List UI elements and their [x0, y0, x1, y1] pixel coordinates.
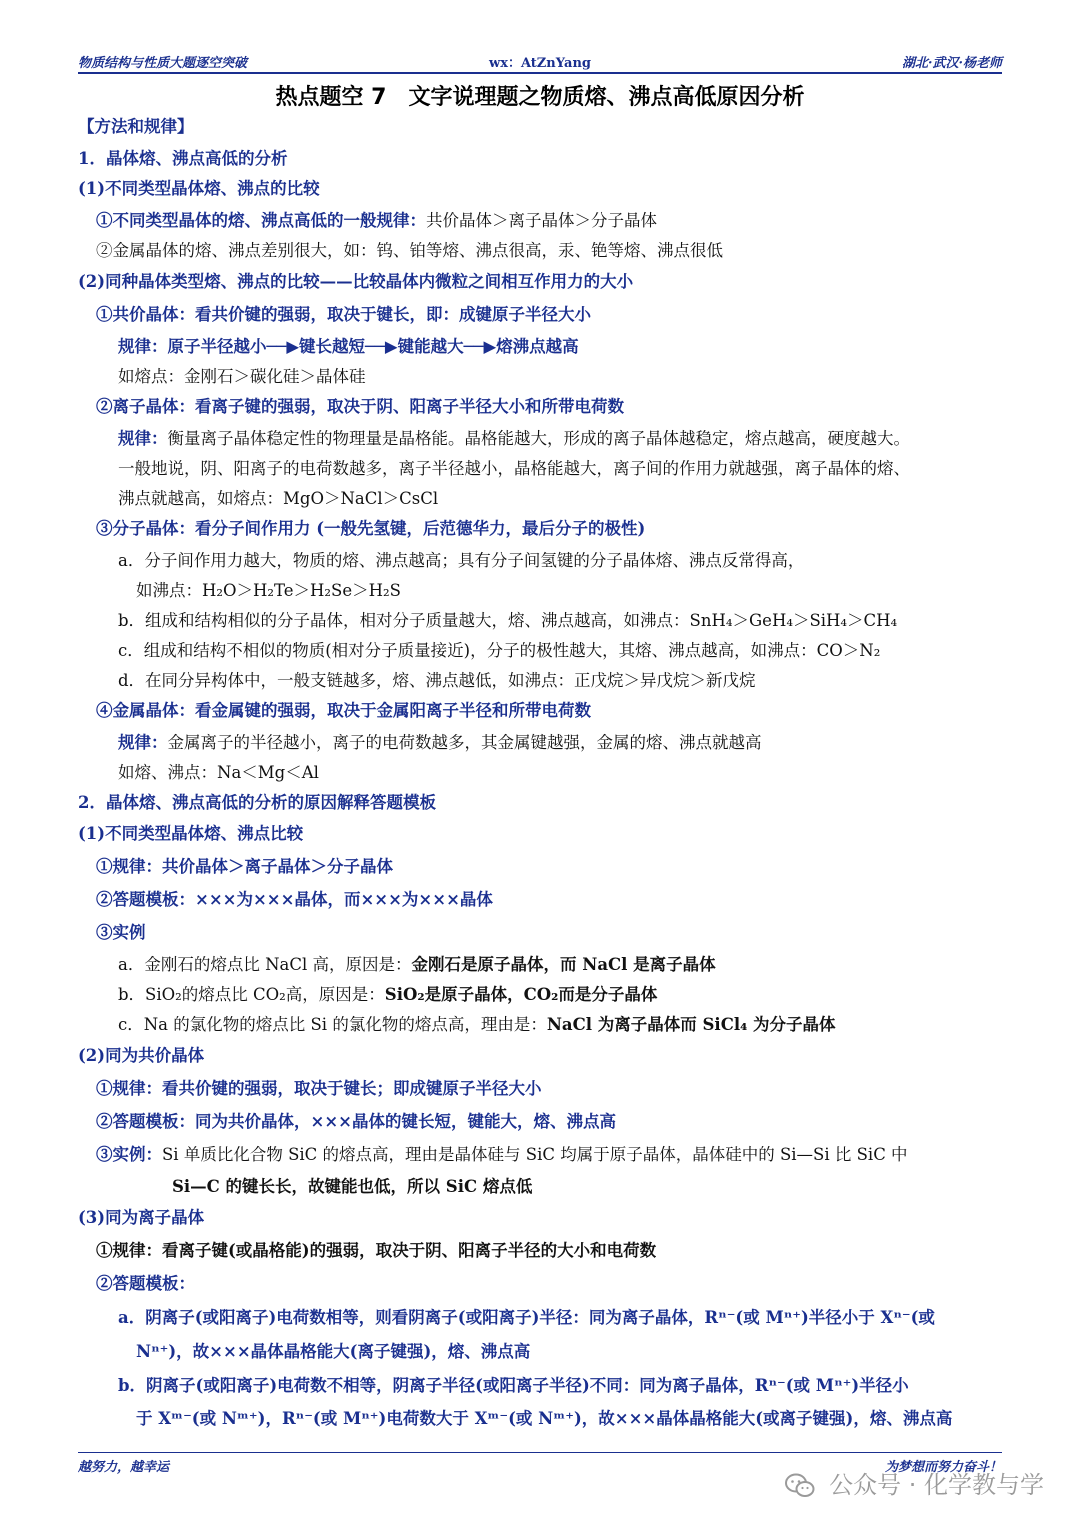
- text-line-main: (3)同为离子晶体: [78, 1208, 205, 1227]
- text-line-main: Si—C 的键长长，故键能也低，所以 SiC 熔点低: [172, 1177, 533, 1196]
- text-line-rest: 衡量离子晶体稳定性的物理量是晶格能。晶格能越大，形成的离子晶体越稳定，熔点越高，硬度越大。: [167, 429, 910, 448]
- text-line: [118, 1375, 909, 1397]
- text-line-main: c．Na 的氯化物的熔点比 Si 的氯化物的熔点高，理由是：: [118, 1015, 547, 1034]
- text-line-main: ①不同类型晶体的熔、沸点高低的一般规律：: [96, 211, 426, 230]
- text-line: [96, 889, 493, 911]
- text-line: [96, 396, 624, 418]
- text-line-main: b．阴离子(或阳离子)电荷数不相等，阴离子半径(或阳离子半径)不同：同为离子晶体，Rⁿ⁻(或 Mⁿ⁺)半径小: [118, 1376, 909, 1395]
- text-line-main: (2)同种晶体类型熔、沸点的比较——比较晶体内微粒之间相互作用力的大小: [78, 272, 634, 291]
- text-line: [96, 1144, 908, 1166]
- text-line-main: 【方法和规律】: [78, 117, 194, 136]
- text-line: [118, 458, 910, 480]
- text-line: [78, 271, 633, 293]
- text-line-main: ④金属晶体：看金属键的强弱，取决于金属阳离子半径和所带电荷数: [96, 701, 591, 720]
- wechat-icon: [785, 1473, 815, 1499]
- text-line-rest: 金刚石是原子晶体，而 NaCl 是离子晶体: [411, 955, 716, 974]
- header-divider: [78, 72, 1002, 74]
- text-line: [136, 1341, 530, 1363]
- text-line-main: 一般地说，阴、阳离子的电荷数越多，离子半径越小，晶格能越大，离子间的作用力就越强，离子晶体的熔、: [118, 459, 910, 478]
- text-line-main: 规律：原子半径越小──▶键长越短──▶键能越大──▶熔沸点越高: [118, 337, 579, 356]
- text-line: [118, 732, 762, 754]
- text-line-main: 2．晶体熔、沸点高低的分析的原因解释答题模板: [78, 793, 436, 812]
- text-line-rest: SiO₂是原子晶体，CO₂而是分子晶体: [384, 985, 658, 1004]
- text-line-rest: 共价晶体＞离子晶体＞分子晶体: [426, 211, 657, 230]
- header-left: 物质结构与性质大题逐空突破: [78, 56, 248, 71]
- text-line-main: c．组成和结构不相似的物质(相对分子质量接近)，分子的极性越大，其熔、沸点越高，如沸点：CO＞N₂: [118, 641, 881, 660]
- text-line: [118, 488, 438, 510]
- text-line: [118, 954, 716, 976]
- text-line-main: ③实例：: [96, 1145, 162, 1164]
- text-line: [118, 366, 366, 388]
- watermark: [785, 1465, 1044, 1500]
- text-line: [96, 1240, 656, 1262]
- text-line-main: Nⁿ⁺)，故×××晶体晶格能大(离子键强)，熔、沸点高: [136, 1342, 531, 1361]
- text-line: [96, 210, 657, 232]
- text-line: [78, 1045, 204, 1067]
- text-line: [78, 148, 287, 170]
- text-line-main: ①规律：看共价键的强弱，取决于键长；即成键原子半径大小: [96, 1079, 542, 1098]
- text-line-main: b．组成和结构相似的分子晶体，相对分子质量越大，熔、沸点越高，如沸点：SnH₄＞GeH₄＞SiH₄＞CH₄: [118, 611, 898, 630]
- text-line: [96, 518, 645, 540]
- text-line-main: 1．晶体熔、沸点高低的分析: [78, 149, 288, 168]
- text-line: [118, 1014, 836, 1036]
- text-line-rest: Si 单质比化合物 SiC 的熔点高，理由是晶体硅与 SiC 均属于原子晶体，晶体硅中的 Si—Si 比 SiC 中: [162, 1145, 908, 1164]
- text-line: [78, 116, 194, 138]
- text-line: [78, 792, 436, 814]
- text-line: [78, 178, 320, 200]
- text-line-main: 如熔点：金刚石＞碳化硅＞晶体硅: [118, 367, 366, 386]
- text-line-main: 于 Xᵐ⁻(或 Nᵐ⁺)，Rⁿ⁻(或 Mⁿ⁺)电荷数大于 Xᵐ⁻(或 Nᵐ⁺)，故×××晶体晶格能大(或离子键强)，熔、沸点高: [136, 1409, 953, 1428]
- text-line-main: 如熔、沸点：Na＜Mg＜Al: [118, 763, 319, 782]
- text-line: [118, 984, 657, 1006]
- text-line: [96, 1078, 542, 1100]
- text-line-main: ②答题模板：: [96, 1274, 195, 1293]
- text-line-main: (1)不同类型晶体熔、沸点比较: [78, 824, 304, 843]
- text-line: [96, 304, 591, 326]
- text-line-main: 如沸点：H₂O＞H₂Te＞H₂Se＞H₂S: [136, 581, 401, 600]
- text-line: [78, 823, 303, 845]
- text-line: [172, 1176, 532, 1198]
- page-title: 热点题空 7 文字说理题之物质熔、沸点高低原因分析: [275, 85, 805, 110]
- header-center: wx：AtZnYang: [489, 56, 591, 71]
- text-line-main: a．阴离子(或阳离子)电荷数相等，则看阴离子(或阳离子)半径：同为离子晶体，Rⁿ⁻(或 Mⁿ⁺)半径小于 Xⁿ⁻(或: [118, 1308, 935, 1327]
- text-line: [118, 670, 756, 692]
- text-line: [118, 640, 880, 662]
- text-line-main: ①规律：看离子键(或晶格能)的强弱，取决于阴、阳离子半径的大小和电荷数: [96, 1241, 657, 1260]
- text-line: [118, 1307, 935, 1329]
- text-line-main: a．分子间作用力越大，物质的熔、沸点越高；具有分子间氢键的分子晶体熔、沸点反常得高，: [118, 551, 805, 570]
- text-line-main: 沸点就越高，如熔点：MgO＞NaCl＞CsCl: [118, 489, 439, 508]
- footer-right: 为梦想而努力奋斗！: [884, 1460, 1002, 1475]
- text-line: [96, 700, 591, 722]
- text-line-main: ②答题模板：同为共价晶体，×××晶体的键长短，键能大，熔、沸点高: [96, 1112, 616, 1131]
- text-line: [96, 856, 393, 878]
- text-line: [96, 1273, 195, 1295]
- text-line-main: ①规律：共价晶体＞离子晶体＞分子晶体: [96, 857, 393, 876]
- text-line-main: b．SiO₂的熔点比 CO₂高，原因是：: [118, 985, 385, 1004]
- header-right: 湖北·武汉·杨老师: [901, 56, 1002, 71]
- text-line-main: (2)同为共价晶体: [78, 1046, 205, 1065]
- text-line: [136, 1408, 952, 1430]
- text-line-main: d．在同分异构体中，一般支链越多，熔、沸点越低，如沸点：正戊烷＞异戊烷＞新戊烷: [118, 671, 756, 690]
- text-line-main: ②离子晶体：看离子键的强弱，取决于阴、阳离子半径大小和所带电荷数: [96, 397, 624, 416]
- text-line-main: 规律：: [118, 733, 168, 752]
- page-header: [78, 52, 1002, 72]
- text-line-rest: NaCl 为离子晶体而 SiCl₄ 为分子晶体: [546, 1015, 836, 1034]
- footer-left: 越努力，越幸运: [78, 1460, 170, 1475]
- text-line-main: 规律：: [118, 429, 168, 448]
- text-line-main: ②答题模板：×××为×××晶体，而×××为×××晶体: [96, 890, 493, 909]
- text-line: [118, 428, 910, 450]
- text-line-main: ①共价晶体：看共价键的强弱，取决于键长，即：成键原子半径大小: [96, 305, 591, 324]
- text-line: [118, 610, 897, 632]
- text-line-rest: 金属离子的半径越小，离子的电荷数越多，其金属键越强，金属的熔、沸点就越高: [167, 733, 762, 752]
- text-line-main: ③实例: [96, 923, 146, 942]
- text-line: [136, 580, 401, 602]
- footer-divider: [78, 1452, 1002, 1453]
- text-line-main: a．金刚石的熔点比 NaCl 高，原因是：: [118, 955, 412, 974]
- text-line-rest: 如：钨、铂等熔、沸点很高，汞、铯等熔、沸点很低: [343, 241, 723, 260]
- text-line: [96, 1111, 616, 1133]
- text-line-main: ②金属晶体的熔、沸点差别很大，: [96, 241, 344, 260]
- text-line: [118, 336, 579, 358]
- watermark-text: 公众号 · 化学教与学: [829, 1471, 1044, 1499]
- text-line-main: ③分子晶体：看分子间作用力 (一般先氢键，后范德华力，最后分子的极性): [96, 519, 646, 538]
- text-line-main: (1)不同类型晶体熔、沸点的比较: [78, 179, 320, 198]
- text-line: [78, 1207, 204, 1229]
- text-line: [96, 922, 146, 944]
- text-line: [118, 550, 804, 572]
- text-line: [96, 240, 723, 262]
- text-line: [118, 762, 319, 784]
